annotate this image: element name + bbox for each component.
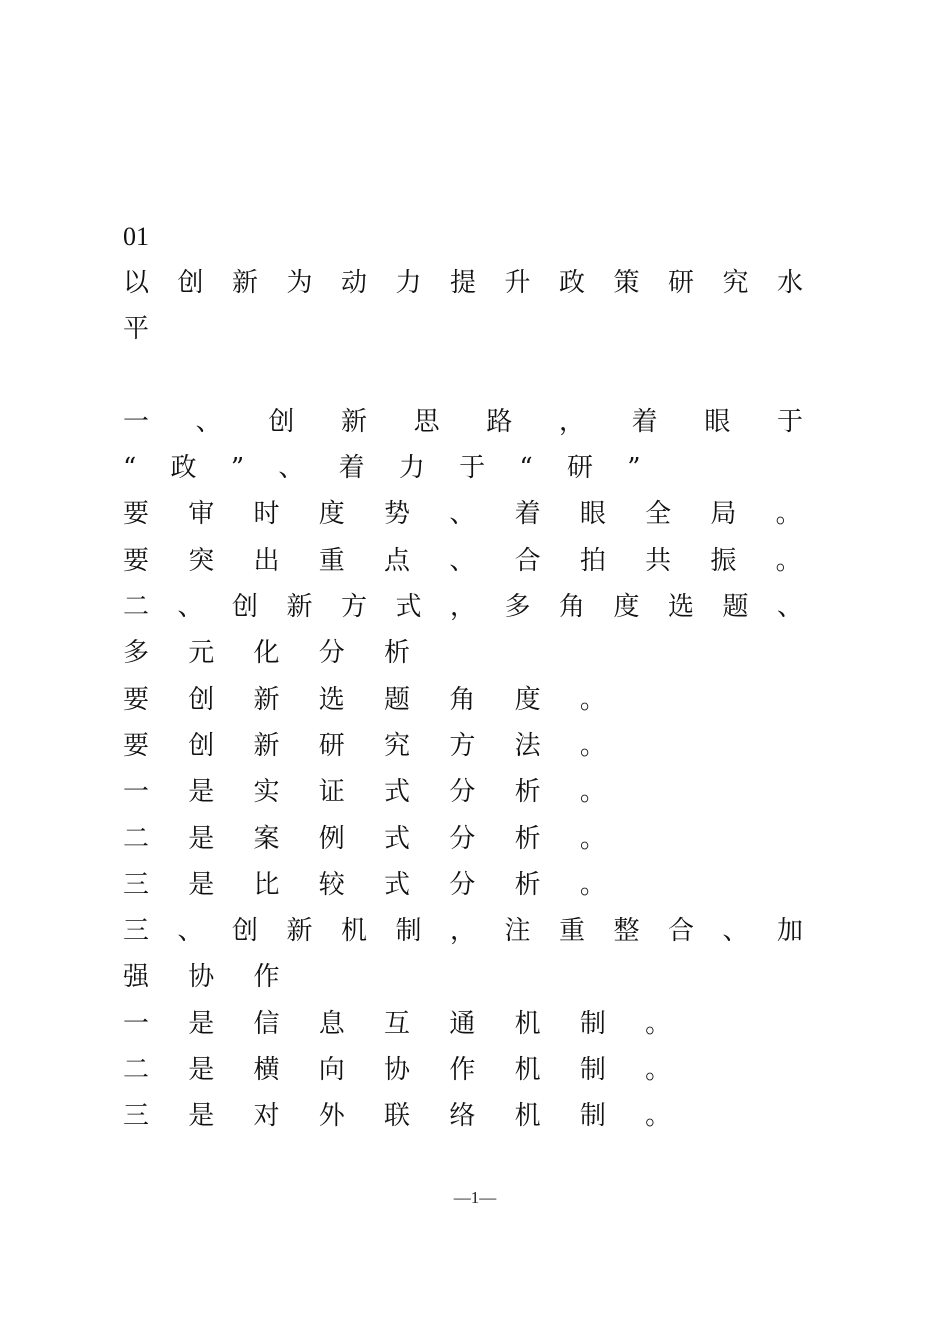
heading-two-line-1: 二 、 创 新 方 式 ， 多 角 度 选 题 、	[123, 592, 803, 623]
title-line-1: 以 创 新 为 动 力 提 升 政 策 研 究 水	[123, 268, 803, 298]
body-line: 一 是 实 证 式 分 析 。	[123, 777, 622, 808]
body-line: 三 是 对 外 联 络 机 制 。	[123, 1101, 687, 1132]
body-line: 要 创 新 研 究 方 法 。	[123, 730, 622, 761]
body-line: 一 是 信 息 互 通 机 制 。	[123, 1008, 687, 1039]
body-line: 二 是 案 例 式 分 析 。	[123, 823, 622, 854]
heading-one-line-1: 一 、 创 新 思 路 ， 着 眼 于	[123, 406, 803, 437]
body-line: 要 创 新 选 题 角 度 。	[123, 684, 622, 715]
body-line: 要 审 时 度 势 、 着 眼 全 局 。	[123, 499, 818, 530]
page-number: —1—	[453, 1188, 497, 1207]
heading-one-line-2: “ 政 ” 、 着 力 于 “ 研 ”	[123, 453, 654, 484]
body-line: 要 突 出 重 点 、 合 拍 共 振 。	[123, 545, 818, 576]
body-line: 三 是 比 较 式 分 析 。	[123, 869, 622, 900]
document-content	[123, 260, 818, 1140]
section-number: 01	[123, 222, 149, 251]
heading-two-line-2: 多 元 化 分 析	[123, 638, 426, 669]
body-line: 二 是 横 向 协 作 机 制 。	[123, 1055, 687, 1086]
blank-line	[123, 353, 803, 399]
heading-three-line-1: 三 、 创 新 机 制 ， 注 重 整 合 、 加	[123, 916, 803, 947]
heading-three-line-2: 强 协 作	[123, 962, 296, 993]
title-line-2: 平	[123, 314, 178, 345]
